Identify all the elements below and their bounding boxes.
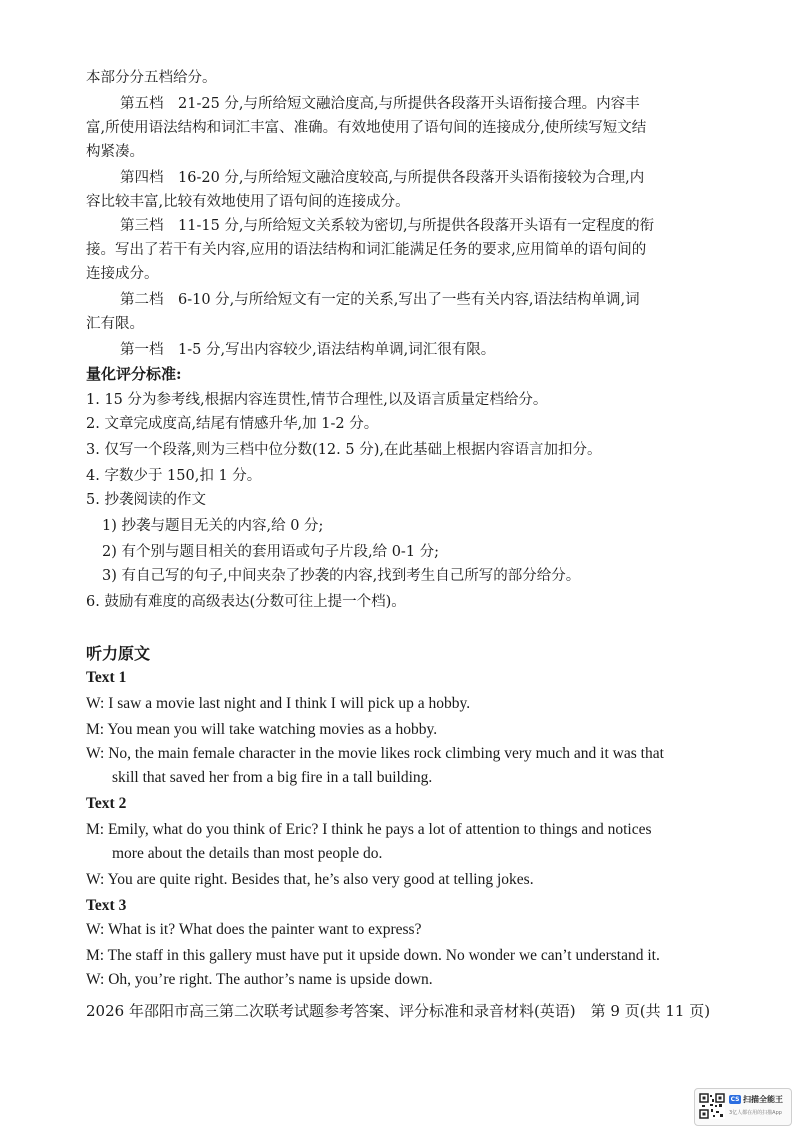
rubric-level4-line1: 第四档 16-20 分,与所给短文融洽度较高,与所提供各段落开头语衔接较为合理,内 — [120, 170, 645, 186]
criteria-item-1: 1. 15 分为参考线,根据内容连贯性,情节合理性,以及语言质量定档给分。 — [86, 392, 548, 408]
criteria-item-6: 6. 鼓励有难度的高级表达(分数可往上提一个档)。 — [86, 594, 406, 610]
text3-title: Text 3 — [86, 897, 127, 914]
rubric-level3-line1: 第三档 11-15 分,与所给短文关系较为密切,与所提供各段落开头语有一定程度的衔 — [120, 218, 655, 234]
rubric-level4-line2: 容比较丰富,比较有效地使用了语句间的连接成分。 — [86, 194, 410, 210]
rubric-level5-line1: 第五档 21-25 分,与所给短文融洽度高,与所提供各段落开头语衔接合理。内容丰 — [120, 96, 640, 112]
text3-line3: W: Oh, you’re right. The author’s name is upside down. — [86, 971, 433, 988]
rubric-level5-line3: 构紧凑。 — [86, 144, 144, 160]
criteria-subitem-3: 3) 有自己写的句子,中间夹杂了抄袭的内容,找到考生自己所写的部分给分。 — [102, 568, 581, 584]
scanner-logo-icon: CS — [730, 1096, 740, 1103]
rubric-level2-line1: 第二档 6-10 分,与所给短文有一定的关系,写出了一些有关内容,语法结构单调,词 — [120, 292, 640, 308]
page-footer: 2026 年邵阳市高三第二次联考试题参考答案、评分标准和录音材料(英语) 第 9 页(共 11 页) — [86, 1002, 711, 1020]
scanner-tagline: 3亿人都在用的扫描App — [729, 1110, 782, 1116]
scanner-badge[interactable] — [694, 1088, 792, 1126]
text2-line1b: more about the details than most people do. — [112, 845, 383, 862]
criteria-subitem-2: 2) 有个别与题目相关的套用语或句子片段,给 0-1 分; — [102, 544, 440, 560]
criteria-item-3: 3. 仅写一个段落,则为三档中位分数(12. 5 分),在此基础上根据内容语言加扣分。 — [86, 442, 602, 458]
criteria-heading: 量化评分标准: — [86, 365, 182, 383]
transcript-heading: 听力原文 — [86, 644, 151, 663]
qr-code-icon — [699, 1093, 725, 1119]
criteria-item-4: 4. 字数少于 150,扣 1 分。 — [86, 468, 262, 484]
scanner-brand-name: 扫描全能王 — [743, 1095, 783, 1104]
text2-line2: W: You are quite right. Besides that, he’s also very good at telling jokes. — [86, 871, 534, 888]
scanner-brand — [729, 1094, 783, 1105]
criteria-subitem-1: 1) 抄袭与题目无关的内容,给 0 分; — [102, 518, 324, 534]
text1-line3b: skill that saved her from a big fire in a tall building. — [112, 769, 433, 786]
text2-line1a: M: Emily, what do you think of Eric? I think he pays a lot of attention to things and notices — [86, 821, 652, 838]
rubric-level3-line3: 连接成分。 — [86, 266, 159, 282]
text2-title: Text 2 — [86, 795, 127, 812]
rubric-level3-line2: 接。写出了若干有关内容,应用的语法结构和词汇能满足任务的要求,应用简单的语句间的 — [86, 242, 647, 258]
rubric-level1: 第一档 1-5 分,写出内容较少,语法结构单调,词汇很有限。 — [120, 342, 496, 358]
rubric-level5-line2: 富,所使用语法结构和词汇丰富、准确。有效地使用了语句间的连接成分,使所续写短文结 — [86, 120, 647, 136]
rubric-level2-line2: 汇有限。 — [86, 316, 144, 332]
criteria-item-2: 2. 文章完成度高,结尾有情感升华,加 1-2 分。 — [86, 416, 379, 432]
text1-line1: W: I saw a movie last night and I think I will pick up a hobby. — [86, 695, 471, 712]
rubric-intro: 本部分分五档给分。 — [86, 70, 217, 86]
criteria-item-5: 5. 抄袭阅读的作文 — [86, 492, 206, 508]
text3-line1: W: What is it? What does the painter want to express? — [86, 921, 422, 938]
text1-line3a: W: No, the main female character in the movie likes rock climbing very much and it was that — [86, 745, 664, 762]
text1-line2: M: You mean you will take watching movies as a hobby. — [86, 721, 438, 738]
text1-title: Text 1 — [86, 669, 127, 686]
text3-line2: M: The staff in this gallery must have put it upside down. No wonder we can’t understand it. — [86, 947, 660, 964]
